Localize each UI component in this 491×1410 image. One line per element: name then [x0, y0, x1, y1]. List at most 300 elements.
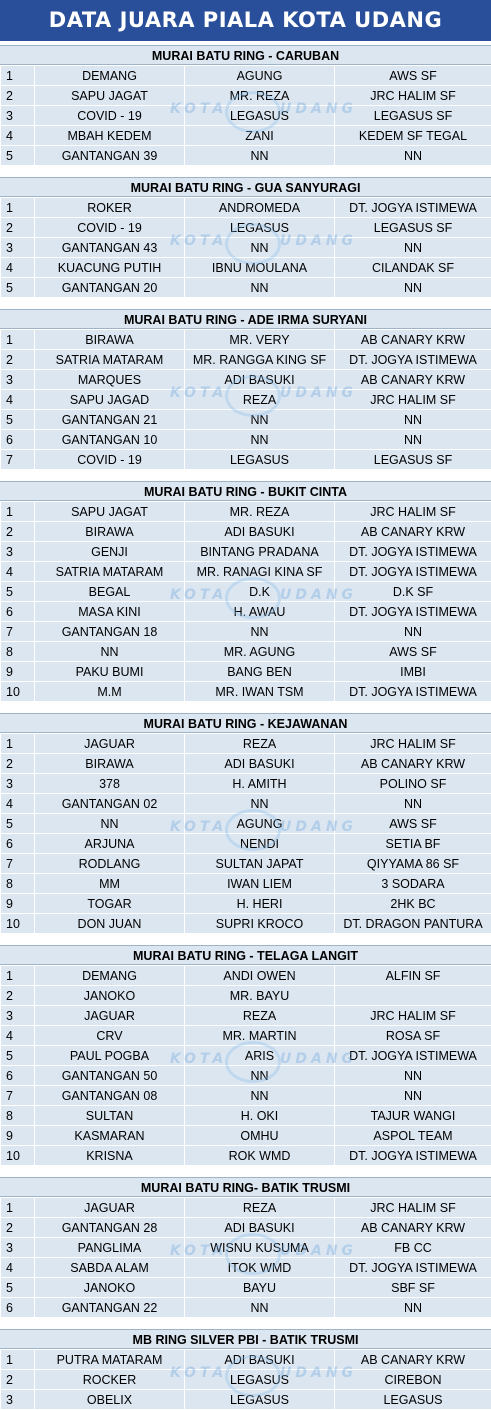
table-row	[1, 794, 491, 814]
table-row	[1, 238, 491, 258]
bird-name-cell: JANOKO	[35, 1278, 185, 1298]
table-row	[1, 278, 491, 298]
bird-name-cell: DON JUAN	[35, 914, 185, 934]
bird-name-cell: GANTANGAN 43	[35, 238, 185, 258]
watermark-text-left: KOTA	[170, 587, 227, 603]
table-row	[1, 410, 491, 430]
bird-name-cell: SULTAN	[35, 1106, 185, 1126]
team-cell: NN	[335, 146, 491, 166]
bird-name-cell: 378	[35, 774, 185, 794]
owner-cell: WISNU KUSUMA	[185, 1238, 335, 1258]
rank-cell: 1	[1, 1198, 35, 1218]
bird-name-cell: COVID - 19	[35, 106, 185, 126]
rank-cell: 8	[1, 874, 35, 894]
table-row	[1, 126, 491, 146]
team-cell: NN	[335, 1298, 491, 1318]
rank-cell: 5	[1, 1278, 35, 1298]
table-row	[1, 966, 491, 986]
owner-cell: REZA	[185, 390, 335, 410]
owner-cell: SULTAN JAPAT	[185, 854, 335, 874]
table-row	[1, 854, 491, 874]
rank-cell: 6	[1, 834, 35, 854]
results-section	[0, 177, 491, 298]
bird-name-cell: M.M	[35, 682, 185, 702]
bird-name-cell: JAGUAR	[35, 734, 185, 754]
watermark-text-right: UDANG	[280, 385, 357, 401]
section-title: MURAI BATU RING - ADE IRMA SURYANI	[0, 309, 491, 329]
results-table	[0, 197, 491, 298]
owner-cell: IWAN LIEM	[185, 874, 335, 894]
bird-name-cell: OBELIX	[35, 1390, 185, 1410]
rank-cell: 1	[1, 330, 35, 350]
team-cell: JRC HALIM SF	[335, 1198, 491, 1218]
team-cell: 2HK BC	[335, 894, 491, 914]
bird-name-cell: MASA KINI	[35, 602, 185, 622]
team-cell: NN	[335, 430, 491, 450]
rank-cell: 7	[1, 622, 35, 642]
bird-name-cell: NN	[35, 814, 185, 834]
rank-cell: 6	[1, 602, 35, 622]
rank-cell: 8	[1, 642, 35, 662]
table-row	[1, 450, 491, 470]
watermark-text-left: KOTA	[170, 385, 227, 401]
rank-cell: 2	[1, 754, 35, 774]
team-cell: NN	[335, 1086, 491, 1106]
owner-cell: NN	[185, 1066, 335, 1086]
table-row	[1, 1066, 491, 1086]
bird-name-cell: BIRAWA	[35, 522, 185, 542]
bird-name-cell: SATRIA MATARAM	[35, 350, 185, 370]
table-row	[1, 218, 491, 238]
bird-name-cell: BIRAWA	[35, 330, 185, 350]
owner-cell: MR. REZA	[185, 86, 335, 106]
team-cell: JRC HALIM SF	[335, 502, 491, 522]
rank-cell: 2	[1, 350, 35, 370]
bird-name-cell: COVID - 19	[35, 218, 185, 238]
table-row	[1, 66, 491, 86]
bird-name-cell: GANTANGAN 18	[35, 622, 185, 642]
section-title: MURAI BATU RING - GUA SANYURAGI	[0, 177, 491, 197]
rank-cell: 9	[1, 894, 35, 914]
owner-cell: LEGASUS	[185, 450, 335, 470]
bird-name-cell: TOGAR	[35, 894, 185, 914]
watermark-text-right: UDANG	[280, 587, 357, 603]
team-cell: DT. JOGYA ISTIMEWA	[335, 198, 491, 218]
owner-cell: LEGASUS	[185, 106, 335, 126]
team-cell: DT. JOGYA ISTIMEWA	[335, 602, 491, 622]
team-cell: NN	[335, 238, 491, 258]
watermark-text-right: UDANG	[280, 101, 357, 117]
results-section	[0, 309, 491, 470]
rank-cell: 3	[1, 1006, 35, 1026]
team-cell: POLINO SF	[335, 774, 491, 794]
owner-cell: H. AWAU	[185, 602, 335, 622]
team-cell: AB CANARY KRW	[335, 370, 491, 390]
bird-name-cell: JAGUAR	[35, 1006, 185, 1026]
section-title: MURAI BATU RING - TELAGA LANGIT	[0, 945, 491, 965]
owner-cell: NN	[185, 794, 335, 814]
results-table	[0, 65, 491, 166]
rank-cell: 1	[1, 502, 35, 522]
table-row	[1, 582, 491, 602]
results-table	[0, 965, 491, 1166]
bird-name-cell: GANTANGAN 21	[35, 410, 185, 430]
team-cell: DT. JOGYA ISTIMEWA	[335, 682, 491, 702]
rank-cell: 4	[1, 126, 35, 146]
results-table	[0, 501, 491, 702]
team-cell	[335, 986, 491, 1006]
table-row	[1, 834, 491, 854]
watermark-text-left: KOTA	[170, 819, 227, 835]
owner-cell: REZA	[185, 734, 335, 754]
team-cell: DT. JOGYA ISTIMEWA	[335, 1146, 491, 1166]
rank-cell: 7	[1, 854, 35, 874]
table-row	[1, 814, 491, 834]
watermark-text-left: KOTA	[170, 1243, 227, 1259]
rank-cell: 1	[1, 966, 35, 986]
owner-cell: D.K	[185, 582, 335, 602]
table-row	[1, 1106, 491, 1126]
rank-cell: 3	[1, 1390, 35, 1410]
team-cell: D.K SF	[335, 582, 491, 602]
rank-cell: 2	[1, 1218, 35, 1238]
page-title: DATA JUARA PIALA KOTA UDANG	[0, 0, 491, 41]
bird-name-cell: GANTANGAN 50	[35, 1066, 185, 1086]
table-row	[1, 1146, 491, 1166]
rank-cell: 1	[1, 734, 35, 754]
owner-cell: OMHU	[185, 1126, 335, 1146]
table-row	[1, 1390, 491, 1410]
watermark-text-right: UDANG	[280, 233, 357, 249]
table-row	[1, 146, 491, 166]
team-cell: AWS SF	[335, 642, 491, 662]
rank-cell: 5	[1, 278, 35, 298]
results-section	[0, 45, 491, 166]
team-cell: DT. JOGYA ISTIMEWA	[335, 350, 491, 370]
section-title: MURAI BATU RING - CARUBAN	[0, 45, 491, 65]
rank-cell: 1	[1, 1350, 35, 1370]
team-cell: NN	[335, 1066, 491, 1086]
rank-cell: 9	[1, 662, 35, 682]
rank-cell: 2	[1, 218, 35, 238]
owner-cell: REZA	[185, 1006, 335, 1026]
rank-cell: 5	[1, 814, 35, 834]
owner-cell: ADI BASUKI	[185, 522, 335, 542]
bird-name-cell: DEMANG	[35, 66, 185, 86]
owner-cell: AGUNG	[185, 66, 335, 86]
bird-name-cell: ARJUNA	[35, 834, 185, 854]
table-row	[1, 198, 491, 218]
owner-cell: H. AMITH	[185, 774, 335, 794]
bird-name-cell: JAGUAR	[35, 1198, 185, 1218]
rank-cell: 10	[1, 682, 35, 702]
table-row	[1, 602, 491, 622]
bird-name-cell: KUACUNG PUTIH	[35, 258, 185, 278]
owner-cell: NN	[185, 622, 335, 642]
table-row	[1, 1046, 491, 1066]
table-row	[1, 370, 491, 390]
watermark-text-left: KOTA	[170, 1365, 227, 1381]
bird-name-cell: SAPU JAGAT	[35, 86, 185, 106]
team-cell: JRC HALIM SF	[335, 390, 491, 410]
rank-cell: 7	[1, 450, 35, 470]
team-cell: ASPOL TEAM	[335, 1126, 491, 1146]
team-cell: CILANDAK SF	[335, 258, 491, 278]
team-cell: AWS SF	[335, 814, 491, 834]
table-row	[1, 894, 491, 914]
owner-cell: H. HERI	[185, 894, 335, 914]
owner-cell: MR. REZA	[185, 502, 335, 522]
table-row	[1, 430, 491, 450]
team-cell: TAJUR WANGI	[335, 1106, 491, 1126]
bird-name-cell: GANTANGAN 10	[35, 430, 185, 450]
rank-cell: 10	[1, 914, 35, 934]
team-cell: FB CC	[335, 1238, 491, 1258]
watermark-text-left: KOTA	[170, 233, 227, 249]
team-cell: SBF SF	[335, 1278, 491, 1298]
owner-cell: BANG BEN	[185, 662, 335, 682]
rank-cell: 3	[1, 370, 35, 390]
section-title: MURAI BATU RING - BUKIT CINTA	[0, 481, 491, 501]
owner-cell: LEGASUS	[185, 1370, 335, 1390]
team-cell: NN	[335, 794, 491, 814]
rank-cell: 1	[1, 66, 35, 86]
team-cell: ROSA SF	[335, 1026, 491, 1046]
table-row	[1, 1238, 491, 1258]
team-cell: AB CANARY KRW	[335, 1350, 491, 1370]
table-row	[1, 542, 491, 562]
team-cell: JRC HALIM SF	[335, 86, 491, 106]
rank-cell: 3	[1, 238, 35, 258]
owner-cell: NN	[185, 1086, 335, 1106]
owner-cell: AGUNG	[185, 814, 335, 834]
rank-cell: 2	[1, 86, 35, 106]
rank-cell: 2	[1, 1370, 35, 1390]
owner-cell: ANDROMEDA	[185, 198, 335, 218]
owner-cell: ADI BASUKI	[185, 754, 335, 774]
watermark-text-left: KOTA	[170, 1051, 227, 1067]
table-row	[1, 1086, 491, 1106]
results-section	[0, 945, 491, 1166]
rank-cell: 4	[1, 562, 35, 582]
results-table	[0, 329, 491, 470]
rank-cell: 6	[1, 1066, 35, 1086]
rank-cell: 1	[1, 198, 35, 218]
owner-cell: MR. VERY	[185, 330, 335, 350]
bird-name-cell: GANTANGAN 02	[35, 794, 185, 814]
team-cell: ALFIN SF	[335, 966, 491, 986]
bird-name-cell: RODLANG	[35, 854, 185, 874]
bird-name-cell: GANTANGAN 22	[35, 1298, 185, 1318]
team-cell: LEGASUS SF	[335, 450, 491, 470]
table-row	[1, 1350, 491, 1370]
owner-cell: NN	[185, 278, 335, 298]
watermark-text-right: UDANG	[280, 819, 357, 835]
table-row	[1, 258, 491, 278]
watermark-text-right: UDANG	[280, 1365, 357, 1381]
owner-cell: ADI BASUKI	[185, 1350, 335, 1370]
team-cell: DT. DRAGON PANTURA	[335, 914, 491, 934]
table-row	[1, 734, 491, 754]
section-title: MURAI BATU RING- BATIK TRUSMI	[0, 1177, 491, 1197]
team-cell: NN	[335, 622, 491, 642]
rank-cell: 5	[1, 582, 35, 602]
rank-cell: 4	[1, 258, 35, 278]
results-section	[0, 1329, 491, 1410]
table-row	[1, 914, 491, 934]
bird-name-cell: PAKU BUMI	[35, 662, 185, 682]
rank-cell: 2	[1, 986, 35, 1006]
team-cell: 3 SODARA	[335, 874, 491, 894]
owner-cell: LEGASUS	[185, 1390, 335, 1410]
team-cell: AB CANARY KRW	[335, 330, 491, 350]
table-row	[1, 642, 491, 662]
table-row	[1, 522, 491, 542]
team-cell: DT. JOGYA ISTIMEWA	[335, 1046, 491, 1066]
bird-name-cell: MM	[35, 874, 185, 894]
team-cell: DT. JOGYA ISTIMEWA	[335, 542, 491, 562]
team-cell: AWS SF	[335, 66, 491, 86]
bird-name-cell: PAUL POGBA	[35, 1046, 185, 1066]
team-cell: JRC HALIM SF	[335, 734, 491, 754]
bird-name-cell: MBAH KEDEM	[35, 126, 185, 146]
table-row	[1, 330, 491, 350]
rank-cell: 4	[1, 1026, 35, 1046]
team-cell: AB CANARY KRW	[335, 1218, 491, 1238]
table-row	[1, 1126, 491, 1146]
rank-cell: 3	[1, 1238, 35, 1258]
team-cell: CIREBON	[335, 1370, 491, 1390]
bird-name-cell: SAPU JAGAD	[35, 390, 185, 410]
table-row	[1, 662, 491, 682]
table-row	[1, 1258, 491, 1278]
results-table	[0, 1349, 491, 1410]
team-cell: QIYYAMA 86 SF	[335, 854, 491, 874]
results-table	[0, 1197, 491, 1318]
results-section	[0, 1177, 491, 1318]
bird-name-cell: BEGAL	[35, 582, 185, 602]
owner-cell: BINTANG PRADANA	[185, 542, 335, 562]
bird-name-cell: GANTANGAN 28	[35, 1218, 185, 1238]
table-row	[1, 622, 491, 642]
table-row	[1, 502, 491, 522]
team-cell: AB CANARY KRW	[335, 522, 491, 542]
bird-name-cell: GANTANGAN 39	[35, 146, 185, 166]
team-cell: DT. JOGYA ISTIMEWA	[335, 1258, 491, 1278]
owner-cell: NN	[185, 146, 335, 166]
team-cell: SETIA BF	[335, 834, 491, 854]
bird-name-cell: BIRAWA	[35, 754, 185, 774]
bird-name-cell: COVID - 19	[35, 450, 185, 470]
section-title: MURAI BATU RING - KEJAWANAN	[0, 713, 491, 733]
table-row	[1, 874, 491, 894]
owner-cell: ADI BASUKI	[185, 1218, 335, 1238]
owner-cell: MR. RANAGI KINA SF	[185, 562, 335, 582]
team-cell: LEGASUS	[335, 1390, 491, 1410]
bird-name-cell: SABDA ALAM	[35, 1258, 185, 1278]
table-row	[1, 1198, 491, 1218]
team-cell: LEGASUS SF	[335, 106, 491, 126]
team-cell: NN	[335, 410, 491, 430]
bird-name-cell: PUTRA MATARAM	[35, 1350, 185, 1370]
owner-cell: MR. RANGGA KING SF	[185, 350, 335, 370]
bird-name-cell: SAPU JAGAT	[35, 502, 185, 522]
bird-name-cell: NN	[35, 642, 185, 662]
rank-cell: 4	[1, 390, 35, 410]
owner-cell: LEGASUS	[185, 218, 335, 238]
owner-cell: NENDI	[185, 834, 335, 854]
table-row	[1, 350, 491, 370]
table-row	[1, 1298, 491, 1318]
owner-cell: MR. AGUNG	[185, 642, 335, 662]
results-section	[0, 481, 491, 702]
table-row	[1, 1370, 491, 1390]
team-cell: JRC HALIM SF	[335, 1006, 491, 1026]
rank-cell: 5	[1, 410, 35, 430]
rank-cell: 9	[1, 1126, 35, 1146]
rank-cell: 4	[1, 794, 35, 814]
bird-name-cell: GENJI	[35, 542, 185, 562]
table-row	[1, 1278, 491, 1298]
team-cell: KEDEM SF TEGAL	[335, 126, 491, 146]
rank-cell: 6	[1, 430, 35, 450]
rank-cell: 10	[1, 1146, 35, 1166]
team-cell: AB CANARY KRW	[335, 754, 491, 774]
team-cell: DT. JOGYA ISTIMEWA	[335, 562, 491, 582]
table-row	[1, 1026, 491, 1046]
watermark-text-right: UDANG	[280, 1243, 357, 1259]
bird-name-cell: GANTANGAN 20	[35, 278, 185, 298]
table-row	[1, 774, 491, 794]
owner-cell: NN	[185, 1298, 335, 1318]
table-row	[1, 986, 491, 1006]
table-row	[1, 1218, 491, 1238]
owner-cell: NN	[185, 238, 335, 258]
rank-cell: 5	[1, 146, 35, 166]
rank-cell: 2	[1, 522, 35, 542]
owner-cell: REZA	[185, 1198, 335, 1218]
rank-cell: 3	[1, 106, 35, 126]
owner-cell: ARIS	[185, 1046, 335, 1066]
owner-cell: MR. BAYU	[185, 986, 335, 1006]
owner-cell: ITOK WMD	[185, 1258, 335, 1278]
watermark-text-right: UDANG	[280, 1051, 357, 1067]
bird-name-cell: MARQUES	[35, 370, 185, 390]
bird-name-cell: JANOKO	[35, 986, 185, 1006]
owner-cell: NN	[185, 410, 335, 430]
owner-cell: NN	[185, 430, 335, 450]
bird-name-cell: KRISNA	[35, 1146, 185, 1166]
owner-cell: SUPRI KROCO	[185, 914, 335, 934]
team-cell: NN	[335, 278, 491, 298]
owner-cell: MR. MARTIN	[185, 1026, 335, 1046]
rank-cell: 3	[1, 542, 35, 562]
owner-cell: BAYU	[185, 1278, 335, 1298]
rank-cell: 3	[1, 774, 35, 794]
watermark-text-left: KOTA	[170, 101, 227, 117]
results-table	[0, 733, 491, 934]
table-row	[1, 390, 491, 410]
bird-name-cell: DEMANG	[35, 966, 185, 986]
owner-cell: ZANI	[185, 126, 335, 146]
bird-name-cell: ROKER	[35, 198, 185, 218]
owner-cell: IBNU MOULANA	[185, 258, 335, 278]
bird-name-cell: PANGLIMA	[35, 1238, 185, 1258]
owner-cell: ADI BASUKI	[185, 370, 335, 390]
table-row	[1, 682, 491, 702]
results-section	[0, 713, 491, 934]
owner-cell: ANDI OWEN	[185, 966, 335, 986]
